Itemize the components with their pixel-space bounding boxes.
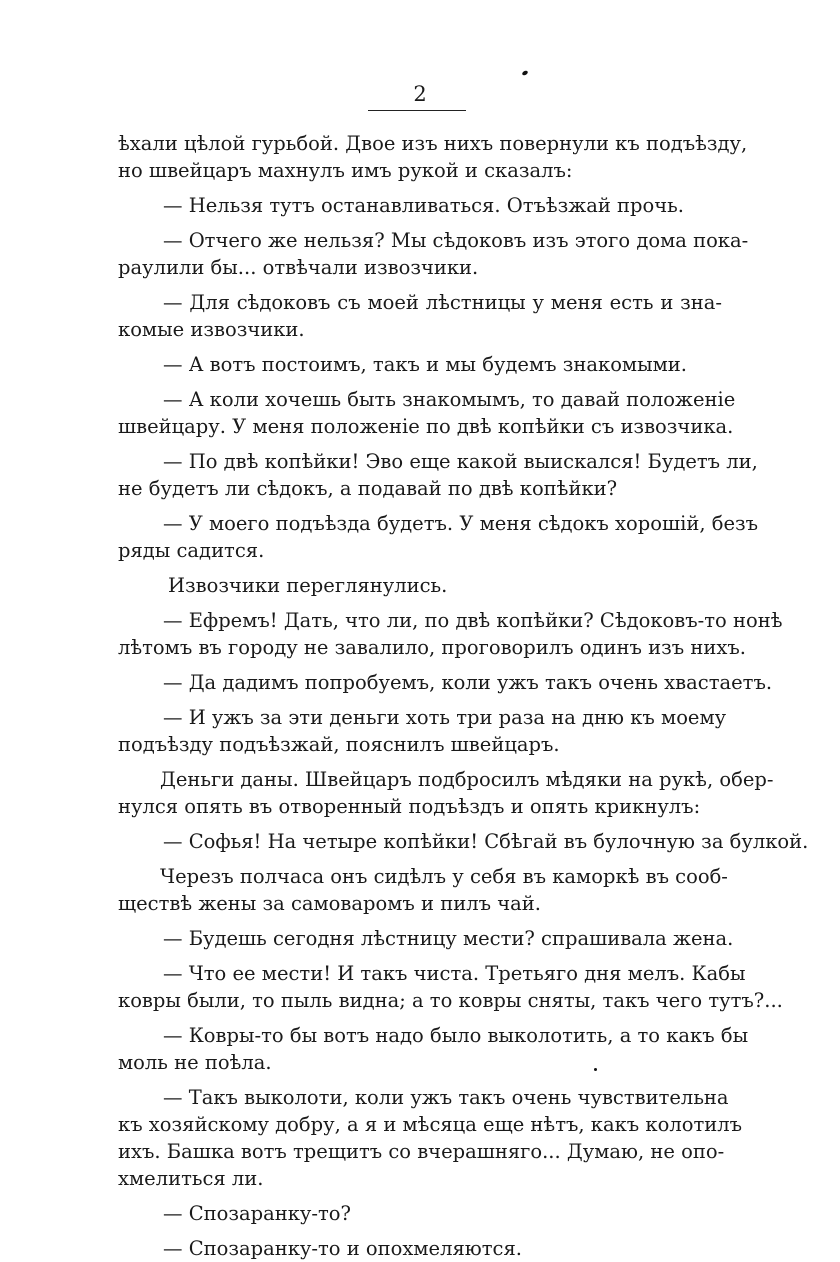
text-line: ѣхали цѣлой гурьбой. Двое изъ нихъ повернули къ подъѣзду, (118, 132, 748, 155)
text-line: — По двѣ копѣйки! Эво еще какой выискался! Будетъ ли, (163, 450, 758, 473)
text-line: Черезъ полчаса онъ сидѣлъ у себя въ каморкѣ въ сооб- (160, 865, 728, 888)
text-line: — Ковры-то бы вотъ надо было выколотить, а то какъ бы (163, 1024, 749, 1047)
text-line: комые извозчики. (118, 318, 305, 341)
text-line: нулся опять въ отворенный подъѣздъ и опять крикнулъ: (118, 795, 701, 818)
text-line: ряды садится. (118, 539, 265, 562)
body-text (118, 130, 809, 1262)
text-line: — Да дадимъ попробуемъ, коли ужъ такъ очень хвастаетъ. (163, 671, 773, 694)
text-line: хмелиться ли. (118, 1167, 264, 1190)
text-line: — Нельзя тутъ останавливаться. Отъѣзжай прочь. (163, 194, 684, 217)
text-line: не будетъ ли сѣдокъ, а подавай по двѣ копѣйки? (118, 477, 618, 500)
text-line: — Софья! На четыре копѣйки! Сбѣгай въ булочную за булкой. (163, 830, 809, 853)
text-line: — Спозаранку-то? (163, 1202, 351, 1225)
text-line: — И ужъ за эти деньги хоть три раза на дню къ моему (163, 706, 727, 729)
text-line: — Что ее мести! И такъ чиста. Третьяго дня мелъ. Кабы (163, 962, 746, 985)
text-line: Деньги даны. Швейцаръ подбросилъ мѣдяки на рукѣ, обер- (160, 768, 774, 791)
text-line: но швейцаръ махнулъ имъ рукой и сказалъ: (118, 159, 573, 182)
text-line: швейцару. У меня положеніе по двѣ копѣйки съ извозчика. (118, 415, 734, 438)
text-line: — А вотъ постоимъ, такъ и мы будемъ знакомыми. (163, 353, 687, 376)
header-rule (368, 110, 466, 111)
text-line: — Отчего же нельзя? Мы сѣдоковъ изъ этого дома пока- (163, 229, 749, 252)
text-line: — Для сѣдоковъ съ моей лѣстницы у меня есть и зна- (163, 291, 722, 314)
text-line: Извозчики переглянулись. (168, 574, 448, 597)
text-line: лѣтомъ въ городу не завалило, проговорилъ одинъ изъ нихъ. (118, 636, 746, 659)
text-line: раулили бы... отвѣчали извозчики. (118, 256, 479, 279)
text-line: ковры были, то пыль видна; а то ковры сняты, такъ чего тутъ?... (118, 989, 783, 1012)
text-line: ихъ. Башка вотъ трещитъ со вчерашняго... Думаю, не опо- (118, 1140, 725, 1163)
text-line: моль не поѣла. (118, 1051, 272, 1074)
page-number: 2 (413, 82, 427, 106)
text-line: ществѣ жены за самоваромъ и пилъ чай. (118, 892, 541, 915)
text-line: — Такъ выколоти, коли ужъ такъ очень чувствительна (163, 1086, 729, 1109)
text-line: подъѣзду подъѣзжай, пояснилъ швейцаръ. (118, 733, 560, 756)
ink-speck (521, 70, 528, 76)
text-line: — Будешь сегодня лѣстницу мести? спрашивала жена. (163, 927, 734, 950)
text-line: къ хозяйскому добру, а я и мѣсяца еще нѣтъ, какъ колотилъ (118, 1113, 743, 1136)
text-line: — Спозаранку-то и опохмеляются. (163, 1237, 522, 1260)
text-line: — А коли хочешь быть знакомымъ, то давай положеніе (163, 388, 736, 411)
text-line: — У моего подъѣзда будетъ. У меня сѣдокъ хорошій, безъ (163, 512, 759, 535)
text-line: — Ефремъ! Дать, что ли, по двѣ копѣйки? Сѣдоковъ-то нонѣ (163, 609, 783, 632)
